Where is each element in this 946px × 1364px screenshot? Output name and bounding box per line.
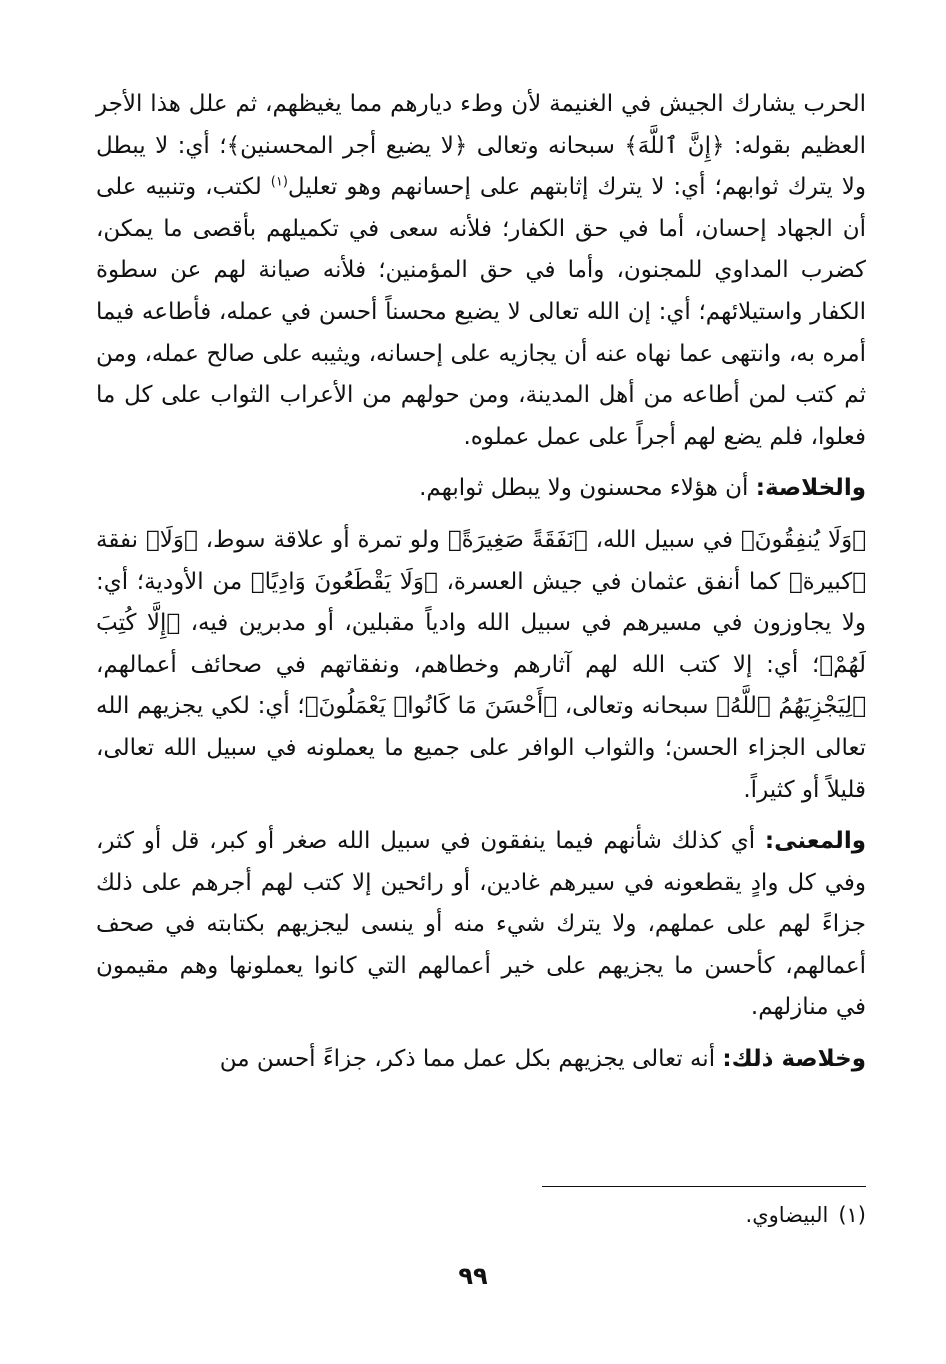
page-number: ٩٩: [458, 1262, 488, 1290]
paragraph-verse-commentary: [96, 520, 866, 811]
summary-lead: والخلاصة:: [755, 475, 866, 502]
paragraph-1-body: الحرب يشارك الجيش في الغنيمة لأن وطء ديارهم مما يغيظهم، ثم علل هذا الأجر العظيم بقوله: ﴿إِنَّ ٱللَّهَ﴾ سبحانه وتعالى ﴿لا يضيع أجر المحسنين﴾؛ أي: لا يبطل ولا يترك ثوابهم؛ أي: لا يترك إثابتهم على إحسانهم وهو تعليل: [96, 91, 866, 201]
meaning-lead: والمعنى:: [764, 828, 866, 855]
footnote-separator: [542, 1186, 866, 1187]
conclusion-lead: وخلاصة ذلك:: [722, 1046, 866, 1073]
paragraph-conclusion: [96, 1039, 866, 1081]
footnote-number: (١): [838, 1203, 866, 1227]
paragraph-meaning: [96, 821, 866, 1029]
summary-body: أن هؤلاء محسنون ولا يبطل ثوابهم.: [419, 475, 756, 502]
conclusion-body: أنه تعالى يجزيهم بكل عمل مما ذكر، جزاءً أحسن من: [219, 1046, 723, 1073]
paragraph-1: [96, 84, 866, 458]
paragraph-1-tail: لكتب، وتنبيه على أن الجهاد إحسان، أما في حق الكفار؛ فلأنه سعى في تكميلهم بأقصى ما يمكن، كضرب المداوي للمجنون، وأما في حق المؤمنين؛ فلأنه صيانة لهم عن سطوة الكفار واستيلائهم؛ أي: إن الله تعالى لا يضيع محسناً أحسن في عمله، فأطاعه فيما أمره به، وانتهى عما نهاه عنه أن يجازيه على إحسانه، ويثيبه على صالح عمله، ومن ثم كتب لمن أطاعه من أهل المدينة، ومن حولهم من الأعراب الثواب على كل ما فعلوا، فلم يضع لهم أجراً على عمل عملوه.: [96, 174, 866, 450]
footnote-reference: (١): [270, 174, 288, 190]
paragraph-summary: [96, 468, 866, 510]
meaning-body: أي كذلك شأنهم فيما ينفقون في سبيل الله صغر أو كبر، قل أو كثر، وفي كل وادٍ يقطعونه في سيرهم غادين، أو رائحين إلا كتب لهم أجرهم على ذلك جزاءً لهم على عملهم، ولا يترك شيء منه أو ينسى ليجزيهم بكتابته في صحف أعمالهم، كأحسن ما يجزيهم على خير أعمالهم التي كانوا يعملونها وهم مقيمون في منازلهم.: [96, 828, 866, 1021]
footnote-text: البيضاوي.: [745, 1203, 829, 1227]
verse-commentary-body: ﴿وَلَا يُنفِقُونَ﴾ في سبيل الله، ﴿نَفَقَةً صَغِيرَةً﴾ ولو تمرة أو علاقة سوط، ﴿وَلَا﴾ نفقة ﴿كبيرة﴾ كما أنفق عثمان في جيش العسرة، ﴿وَلَا يَقْطَعُونَ وَادِيًا﴾ من الأودية؛ أي: ولا يجاوزون في مسيرهم في سبيل الله وادياً مقبلين، أو مدبرين فيه، ﴿إِلَّا كُتِبَ لَهُمْ﴾؛ أي: إلا كتب الله لهم آثارهم وخطاهم، ونفقاتهم في صحائف أعمالهم، ﴿لِيَجْزِيَهُمُ ٱللَّهُ﴾ سبحانه وتعالى، ﴿أَحْسَنَ مَا كَانُوا۟ يَعْمَلُونَ﴾؛ أي: لكي يجزيهم الله تعالى الجزاء الحسن؛ والثواب الوافر على جميع ما يعملونه في سبيل الله تعالى، قليلاً أو كثيراً.: [96, 526, 866, 803]
footnote: [266, 1200, 866, 1230]
page-body: [96, 84, 866, 1081]
